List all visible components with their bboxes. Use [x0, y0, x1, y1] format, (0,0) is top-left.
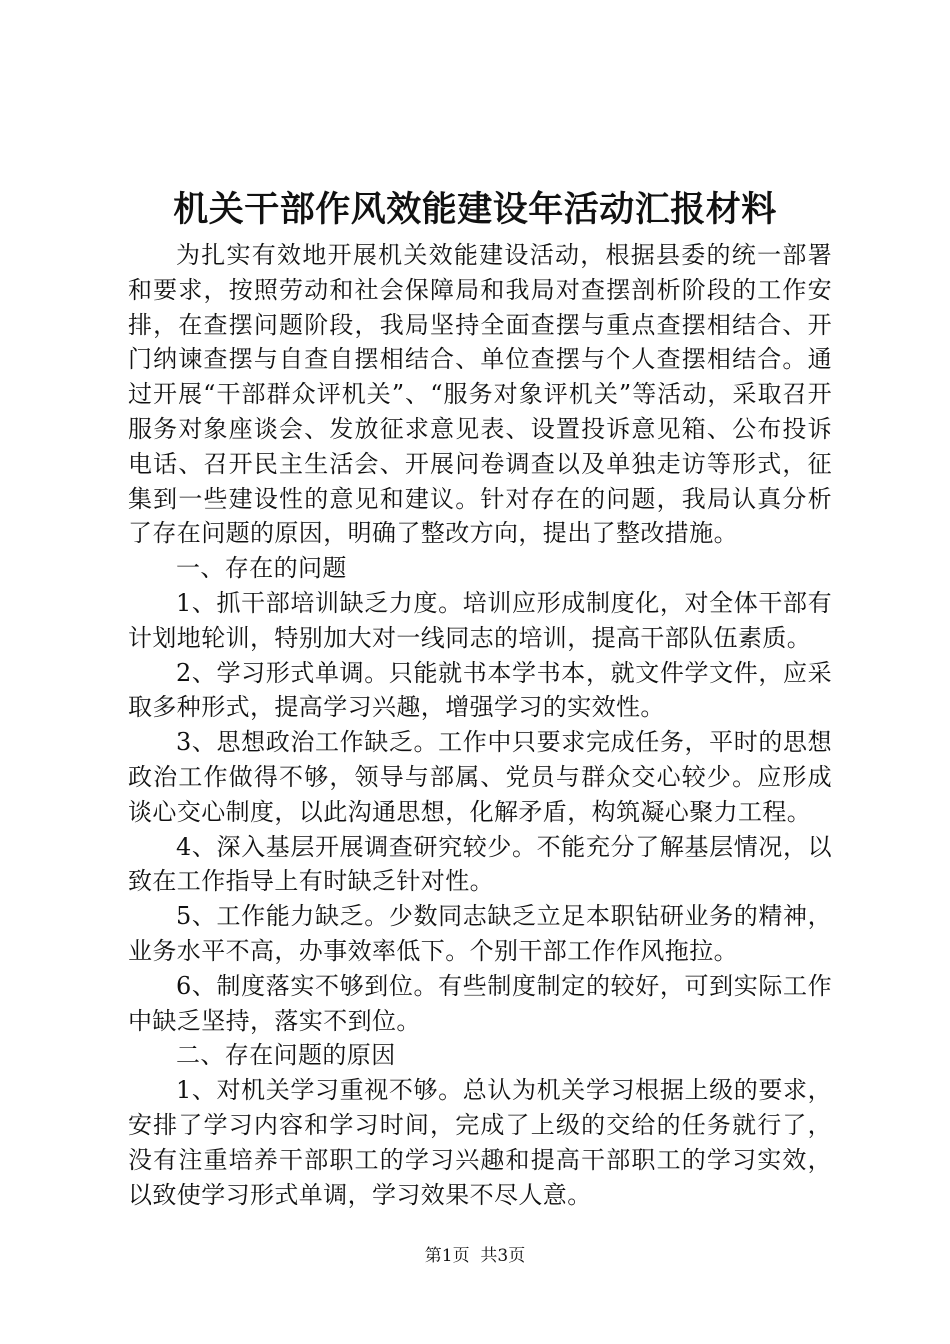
problem-item-2: 2、学习形式单调。只能就书本学书本，就文件学文件，应采取多种形式，提高学习兴趣，增强学习的实效性。 [128, 658, 832, 722]
page-total: 共3页 [480, 1246, 526, 1266]
section-heading-problems: 一、存在的问题 [176, 554, 347, 583]
problem-item-1: 1、抓干部培训缺乏力度。培训应形成制度化，对全体干部有计划地轮训，特别加大对一线同志的培训，提高干部队伍素质。 [128, 588, 832, 652]
document-title: 机关干部作风效能建设年活动汇报材料 [173, 189, 777, 230]
section-heading-causes: 二、存在问题的原因 [176, 1041, 396, 1070]
page-number: 第1页 [424, 1246, 470, 1266]
intro-paragraph: 为扎实有效地开展机关效能建设活动，根据县委的统一部署和要求，按照劳动和社会保障局和我局对查摆剖析阶段的工作安排，在查摆问题阶段，我局坚持全面查摆与重点查摆相结合、开门纳谏查摆与自查自摆相结合、单位查摆与个人查摆相结合。通过开展“干部群众评机关”、“服务对象评机关”等活动，采取召开服务对象座谈会、发放征求意见表、设置投诉意见箱、公布投诉电话、召开民主生活会、开展问卷调查以及单独走访等形式，征集到一些建设性的意见和建议。针对存在的问题，我局认真分析了存在问题的原因，明确了整改方向，提出了整改措施。 [128, 241, 832, 548]
problem-item-4: 4、深入基层开展调查研究较少。不能充分了解基层情况，以致在工作指导上有时缺乏针对性。 [128, 832, 832, 896]
page-footer [0, 1244, 950, 1268]
problem-item-5: 5、工作能力缺乏。少数同志缺乏立足本职钻研业务的精神，业务水平不高，办事效率低下。个别干部工作作风拖拉。 [128, 902, 832, 965]
cause-item-1: 1、对机关学习重视不够。总认为机关学习根据上级的要求，安排了学习内容和学习时间，完成了上级的交给的任务就行了，没有注重培养干部职工的学习兴趣和提高干部职工的学习实效，以致使学习形式单调，学习效果不尽人意。 [128, 1076, 832, 1209]
document-body [128, 238, 832, 1212]
problem-item-3: 3、思想政治工作缺乏。工作中只要求完成任务，平时的思想政治工作做得不够，领导与部属、党员与群众交心较少。应形成谈心交心制度，以此沟通思想，化解矛盾，构筑凝心聚力工程。 [128, 728, 832, 826]
problem-item-6: 6、制度落实不够到位。有些制度制定的较好，可到实际工作中缺乏坚持，落实不到位。 [128, 971, 832, 1035]
